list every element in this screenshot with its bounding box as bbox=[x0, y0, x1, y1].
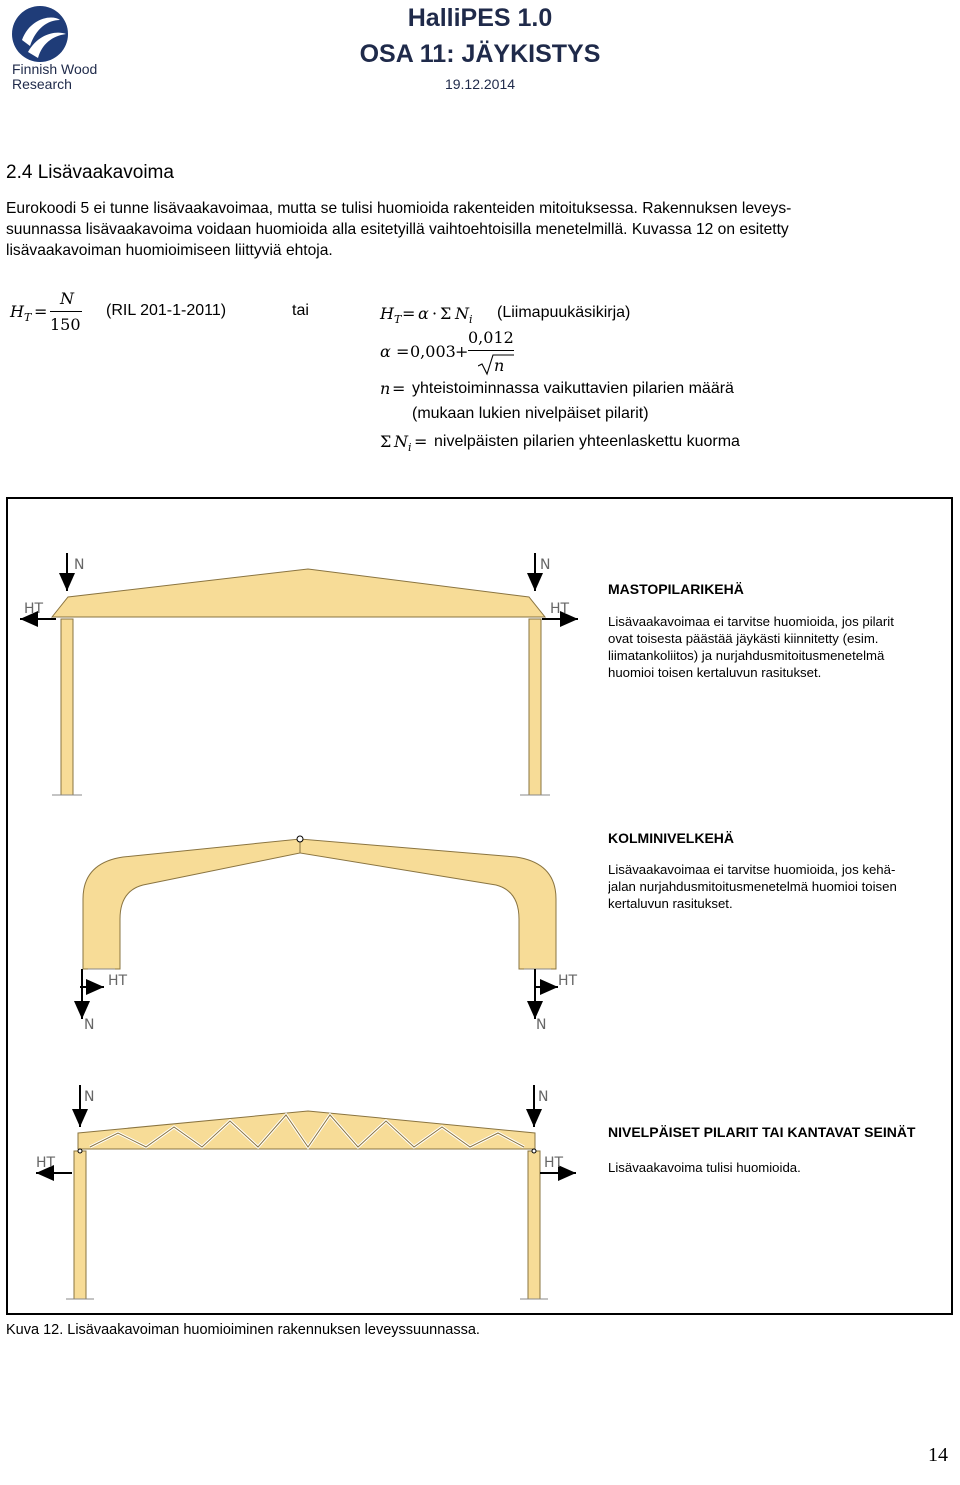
dot-operator: · bbox=[432, 304, 438, 323]
label-ht: HT bbox=[24, 601, 44, 617]
panel-description bbox=[608, 1159, 948, 1176]
label-ht: HT bbox=[108, 973, 128, 989]
panel-text-line: Lisävaakavoimaa ei tarvitse huomioida, jos pilarit bbox=[608, 614, 894, 629]
equals-sign: = bbox=[414, 432, 428, 451]
panel-description bbox=[608, 613, 948, 681]
ni-symbol: $N_i$ bbox=[455, 304, 473, 327]
panel-title: KOLMINIVELKEHÄ bbox=[608, 830, 734, 846]
document-date: 19.12.2014 bbox=[444, 76, 516, 92]
panel-text-line: liimatankoliitos) ja nurjahdusmitoitusmenetelmä bbox=[608, 648, 885, 663]
alpha-constant: 0,003 bbox=[410, 342, 456, 361]
sum-symbol: Σ bbox=[380, 432, 392, 451]
label-ht: HT bbox=[36, 1155, 56, 1171]
n-definition: yhteistoiminnassa vaikuttavien pilarien määrä bbox=[412, 380, 734, 397]
page-number: 14 bbox=[928, 1444, 948, 1466]
ht-symbol: $H_T$ bbox=[10, 302, 32, 325]
ni-symbol: $N_i$ bbox=[394, 432, 412, 455]
label-ht: HT bbox=[558, 973, 578, 989]
n-variable: n bbox=[494, 356, 505, 375]
panel-text-line: jalan nurjahdusmitoitusmenetelmä huomioi toisen bbox=[608, 879, 897, 894]
logo-text bbox=[12, 62, 97, 92]
label-n: N bbox=[540, 557, 551, 573]
body-paragraph bbox=[6, 198, 946, 261]
equals-sign: = bbox=[392, 379, 406, 398]
paragraph-line: Eurokoodi 5 ei tunne lisävaakavoimaa, mutta se tulisi huomioida rakenteiden mitoituksessa. Rakennuksen leveys- bbox=[6, 200, 792, 217]
document-title: HalliPES 1.0 bbox=[407, 4, 553, 32]
sum-symbol: Σ bbox=[440, 304, 452, 323]
or-text: tai bbox=[292, 302, 309, 319]
label-n: N bbox=[536, 1017, 547, 1033]
ridge-hinge bbox=[297, 836, 303, 842]
equals-sign: = bbox=[34, 302, 48, 321]
label-n: N bbox=[84, 1089, 95, 1105]
ht-symbol: $H_T$ bbox=[380, 304, 402, 327]
label-n: N bbox=[84, 1017, 95, 1033]
panel-title: MASTOPILARIKEHÄ bbox=[608, 581, 744, 597]
label-n: N bbox=[74, 557, 85, 573]
panel-title: NIVELPÄISET PILARIT TAI KANTAVAT SEINÄT bbox=[608, 1124, 916, 1140]
paragraph-line: suunnassa lisävaakavoima voidaan huomioida alla esitetyillä vaihtoehtoisilla menetelmillä. Kuvassa 12 on esitetty bbox=[6, 221, 789, 238]
three-hinged-frame-diagram bbox=[80, 836, 578, 1033]
logo-line-2: Research bbox=[12, 76, 72, 92]
fraction-denominator: 150 bbox=[50, 315, 81, 334]
section-title: 2.4 Lisävaakavoima bbox=[6, 162, 174, 183]
document-subtitle: OSA 11: JÄYKISTYS bbox=[359, 40, 601, 68]
label-ht: HT bbox=[544, 1155, 564, 1171]
figure-12 bbox=[6, 497, 953, 1315]
n-variable: n bbox=[380, 379, 391, 398]
reference-ril: (RIL 201-1-2011) bbox=[106, 302, 227, 319]
equals-sign: = bbox=[402, 304, 416, 323]
alpha-symbol: α bbox=[380, 342, 391, 361]
fraction-bar bbox=[468, 350, 514, 351]
reference-liimapuukasikirja: (Liimapuukäsikirja) bbox=[497, 304, 631, 321]
equals-sign: = bbox=[396, 342, 410, 361]
fraction-bar bbox=[50, 311, 82, 312]
label-ht: HT bbox=[550, 601, 570, 617]
label-n: N bbox=[538, 1089, 549, 1105]
plus-sign: + bbox=[455, 342, 469, 361]
figure-caption: Kuva 12. Lisävaakavoiman huomioiminen rakennuksen leveyssuunnassa. bbox=[6, 1322, 480, 1338]
logo-line-1: Finnish Wood bbox=[12, 61, 98, 77]
pinned-columns-truss-diagram bbox=[36, 1085, 576, 1299]
panel-text-line: Lisävaakavoima tulisi huomioida. bbox=[608, 1160, 801, 1175]
right-column bbox=[528, 1151, 540, 1299]
left-column bbox=[61, 619, 73, 795]
right-column bbox=[529, 619, 541, 795]
panel-text-line: kertaluvun rasitukset. bbox=[608, 896, 733, 911]
cantilever-column-frame-diagram bbox=[20, 553, 578, 795]
alpha-symbol: α bbox=[418, 304, 429, 323]
panel-description bbox=[608, 861, 948, 913]
alpha-numerator: 0,012 bbox=[468, 328, 514, 347]
panel-text-line: Lisävaakavoimaa ei tarvitse huomioida, jos kehä- bbox=[608, 862, 896, 877]
sum-definition: nivelpäisten pilarien yhteenlaskettu kuorma bbox=[434, 433, 740, 450]
left-column bbox=[74, 1151, 86, 1299]
fraction-numerator: N bbox=[60, 289, 74, 308]
n-definition-note: (mukaan lukien nivelpäiset pilarit) bbox=[412, 405, 649, 422]
paragraph-line: lisävaakavoiman huomioimiseen liittyviä ehtoja. bbox=[6, 242, 333, 259]
panel-text-line: huomioi toisen kertaluvun rasitukset. bbox=[608, 665, 822, 680]
panel-text-line: ovat toisesta päästää jäykästi kiinnitetty (esim. bbox=[608, 631, 879, 646]
